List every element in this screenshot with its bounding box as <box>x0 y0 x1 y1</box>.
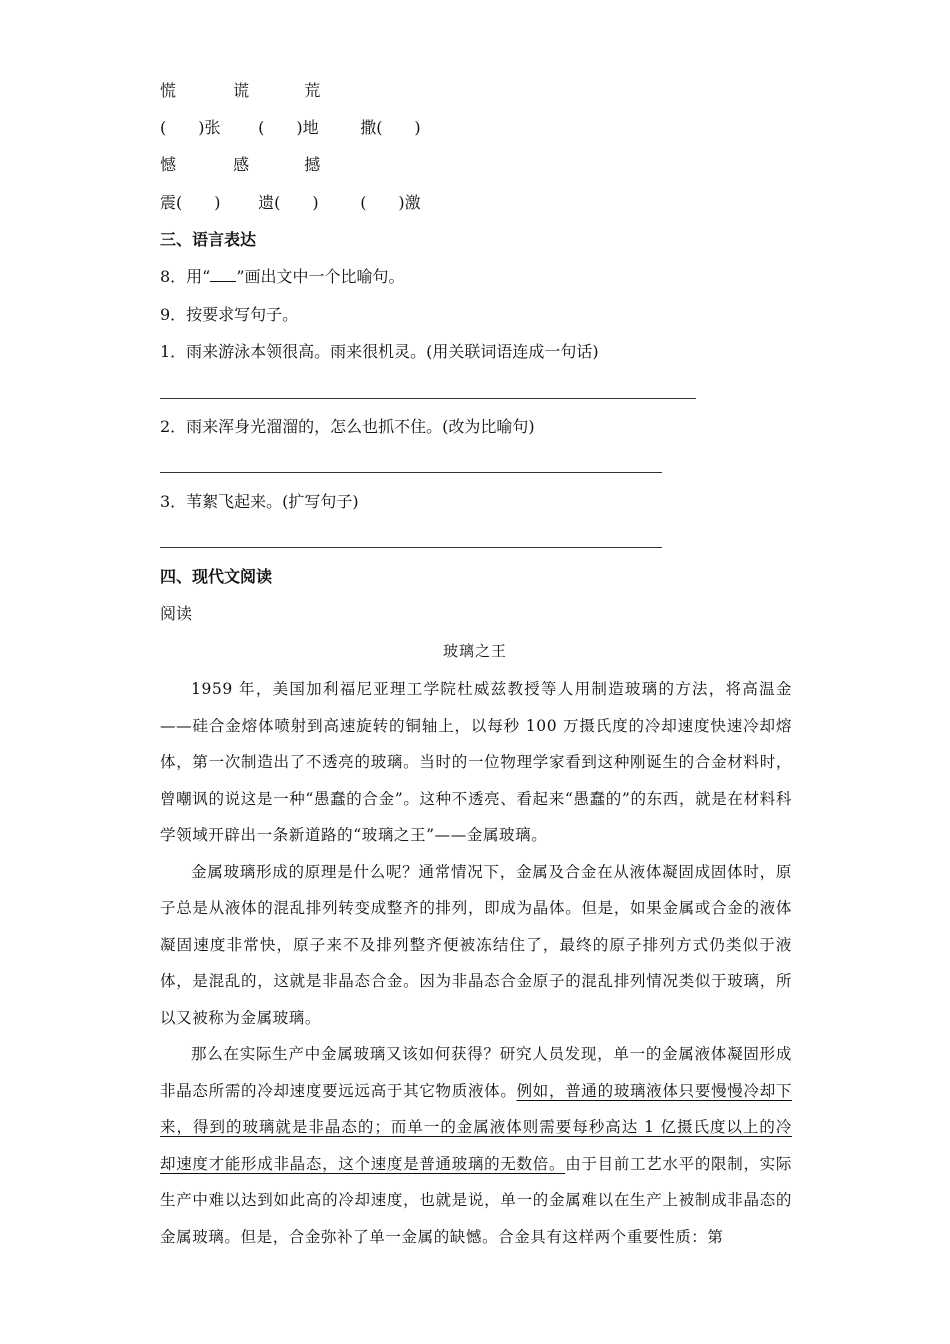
word-fill-row <box>160 193 421 213</box>
answer-line-3[interactable] <box>160 547 662 548</box>
question-8-suffix: ”画出文中一个比喻句。 <box>236 267 405 286</box>
word-item: 荒 <box>304 81 321 100</box>
fill-blank-item: 震( ) <box>160 193 221 212</box>
answer-line-2[interactable] <box>160 472 662 473</box>
fill-blank-item: ( )地 <box>258 118 319 137</box>
answer-line-1[interactable] <box>160 398 696 399</box>
article-paragraph <box>160 1036 792 1255</box>
fill-blank-item: 撒( ) <box>360 118 421 137</box>
word-item: 憾 <box>160 155 177 174</box>
fill-blank-item: 遗( ) <box>258 193 319 212</box>
article-paragraph: 金属玻璃形成的原理是什么呢？通常情况下，金属及合金在从液体凝固成固体时，原子总是从液体的混乱排列转变成整齐的排列，即成为晶体。但是，如果金属或合金的液体凝固速度非常快，原子来不及排列整齐便被冻结住了，最终的原子排列方式仍类似于液体，是混乱的，这就是非晶态合金。因为非晶态合金原子的混乱排列情况类似于玻璃，所以又被称为金属玻璃。 <box>160 862 792 1027</box>
article-title: 玻璃之王 <box>442 642 507 660</box>
sentence-task-2: 2．雨来浑身光溜溜的，怎么也抓不住。(改为比喻句) <box>160 417 535 436</box>
fill-blank-item: ( )激 <box>360 193 421 212</box>
sentence-task-3: 3．苇絮飞起来。(扩写句子) <box>160 492 359 511</box>
section-heading: 四、现代文阅读 <box>160 567 273 586</box>
word-fill-row <box>160 118 421 138</box>
word-item: 谎 <box>233 81 250 100</box>
fill-blank-item: ( )张 <box>160 118 221 137</box>
underlined-sentence: 例如，普通的玻璃液体只要慢慢冷却下来，得到的玻璃就是非晶态的；而单一的金属液体则需要每秒高达 1 亿摄氏度以上的冷却速度才能形成非晶态，这个速度是普通玻璃的无数倍。 <box>160 1081 793 1173</box>
word-row <box>160 81 320 101</box>
word-item: 撼 <box>304 155 321 174</box>
underline-blank <box>210 267 236 282</box>
question-8 <box>160 267 405 287</box>
sentence-task-1: 1．雨来游泳本领很高。雨来很机灵。(用关联词语连成一句话) <box>160 342 599 361</box>
word-item: 慌 <box>160 81 177 100</box>
article-paragraph: 1959 年，美国加利福尼亚理工学院杜威兹教授等人用制造玻璃的方法，将高温金——硅合金熔体喷射到高速旋转的铜轴上，以每秒 100 万摄氏度的冷却速度快速冷却熔体，第一次制造出了不透亮的玻璃。当时的一位物理学家看到这种刚诞生的合金材料时，曾嘲讽的说这是一种“愚蠢的合金”。这种不透亮、看起来“愚蠢的”的东西，就是在材料科学领域开辟出一条新道路的“玻璃之王”——金属玻璃。 <box>160 680 792 844</box>
paragraph-text: 那么在实际生产中金属玻璃又该如何获得？研究人员发现，单一的金属液体凝固形成非晶态所需的冷却速度要远远高于其它物质液体。 <box>160 1045 792 1100</box>
paragraph-text: 由于目前工艺水平的限制，实际生产中难以达到如此高的冷却速度，也就是说，单一的金属难以在生产上被制成非晶态的金属玻璃。但是，合金弥补了单一金属的缺憾。合金具有这样两个重要性质：第 <box>160 1154 792 1246</box>
section-heading: 三、语言表达 <box>160 230 257 249</box>
question-9: 9．按要求写句子。 <box>160 305 299 324</box>
article-body <box>160 671 792 1255</box>
word-item: 感 <box>233 155 250 174</box>
question-8-prefix: 8．用“ <box>160 267 211 286</box>
reading-label: 阅读 <box>160 604 193 623</box>
word-row <box>160 155 320 175</box>
